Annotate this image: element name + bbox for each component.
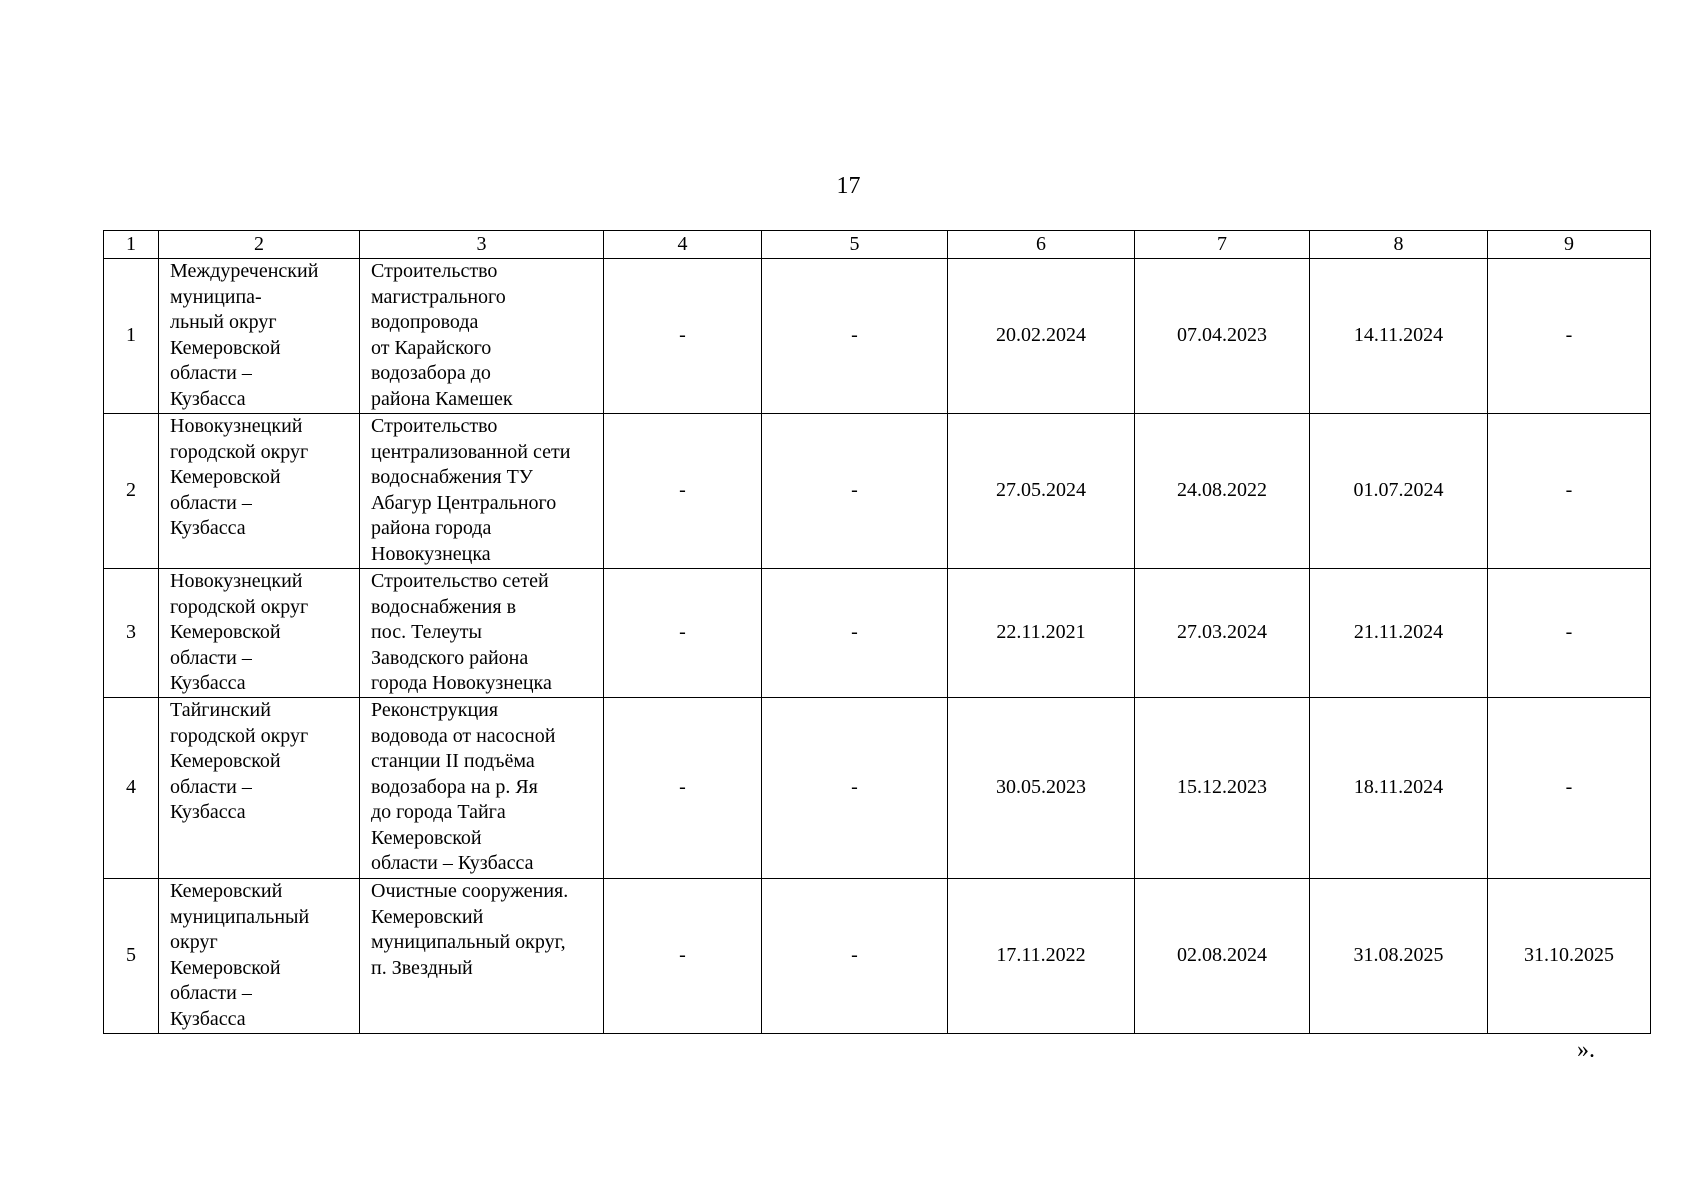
date-cell: 17.11.2022 [948, 879, 1135, 1034]
header-row [104, 231, 1651, 259]
col4-cell: - [604, 879, 762, 1034]
date-cell: 22.11.2021 [948, 569, 1135, 698]
table-row [104, 879, 1651, 1034]
date-cell: 30.05.2023 [948, 698, 1135, 879]
date-cell: 24.08.2022 [1135, 414, 1310, 569]
col5-cell: - [762, 414, 948, 569]
object-cell: Строительство централизованной сети водоснабжения ТУ Абагур Центрального района города Новокузнецка [360, 414, 604, 569]
date-cell: 20.02.2024 [948, 259, 1135, 414]
date-cell: 21.11.2024 [1310, 569, 1488, 698]
table-row [104, 569, 1651, 698]
col4-cell: - [604, 569, 762, 698]
date-cell: 14.11.2024 [1310, 259, 1488, 414]
header-cell: 5 [762, 231, 948, 259]
territory-cell: Кемеровский муниципальный округ Кемеровской области – Кузбасса [159, 879, 360, 1034]
col9-cell: - [1488, 569, 1651, 698]
col9-cell: - [1488, 698, 1651, 879]
row-number-cell: 4 [104, 698, 159, 879]
header-cell: 8 [1310, 231, 1488, 259]
territory-cell: Тайгинский городской округ Кемеровской области – Кузбасса [159, 698, 360, 879]
col4-cell: - [604, 698, 762, 879]
col5-cell: - [762, 259, 948, 414]
territory-cell: Новокузнецкий городской округ Кемеровской области – Кузбасса [159, 569, 360, 698]
object-cell: Строительство сетей водоснабжения в пос. Телеуты Заводского района города Новокузнецка [360, 569, 604, 698]
page-number: 17 [836, 173, 861, 199]
header-cell: 9 [1488, 231, 1651, 259]
col4-cell: - [604, 259, 762, 414]
header-cell: 2 [159, 231, 360, 259]
date-cell: 31.08.2025 [1310, 879, 1488, 1034]
col5-cell: - [762, 698, 948, 879]
territory-cell: Междуреченский муниципа- льный округ Кемеровской области – Кузбасса [159, 259, 360, 414]
data-table [103, 230, 1651, 1034]
col9-cell: - [1488, 259, 1651, 414]
date-cell: 18.11.2024 [1310, 698, 1488, 879]
closing-quote-mark: ». [1577, 1037, 1595, 1063]
territory-cell: Новокузнецкий городской округ Кемеровской области – Кузбасса [159, 414, 360, 569]
object-cell: Реконструкция водовода от насосной станции II подъёма водозабора на р. Яя до города Тайга Кемеровской области – Кузбасса [360, 698, 604, 879]
table-row [104, 698, 1651, 879]
date-cell: 15.12.2023 [1135, 698, 1310, 879]
table-row [104, 414, 1651, 569]
row-number-cell: 3 [104, 569, 159, 698]
col9-cell: - [1488, 414, 1651, 569]
object-cell: Очистные сооружения. Кемеровский муниципальный округ, п. Звездный [360, 879, 604, 1034]
row-number-cell: 5 [104, 879, 159, 1034]
row-number-cell: 1 [104, 259, 159, 414]
col5-cell: - [762, 569, 948, 698]
object-cell: Строительство магистрального водопровода от Карайского водозабора до района Камешек [360, 259, 604, 414]
row-number-cell: 2 [104, 414, 159, 569]
date-cell: 27.03.2024 [1135, 569, 1310, 698]
date-cell: 02.08.2024 [1135, 879, 1310, 1034]
header-cell: 4 [604, 231, 762, 259]
date-cell: 27.05.2024 [948, 414, 1135, 569]
header-cell: 1 [104, 231, 159, 259]
table-row [104, 259, 1651, 414]
header-cell: 6 [948, 231, 1135, 259]
col9-cell: 31.10.2025 [1488, 879, 1651, 1034]
date-cell: 01.07.2024 [1310, 414, 1488, 569]
col5-cell: - [762, 879, 948, 1034]
header-cell: 7 [1135, 231, 1310, 259]
date-cell: 07.04.2023 [1135, 259, 1310, 414]
col4-cell: - [604, 414, 762, 569]
header-cell: 3 [360, 231, 604, 259]
